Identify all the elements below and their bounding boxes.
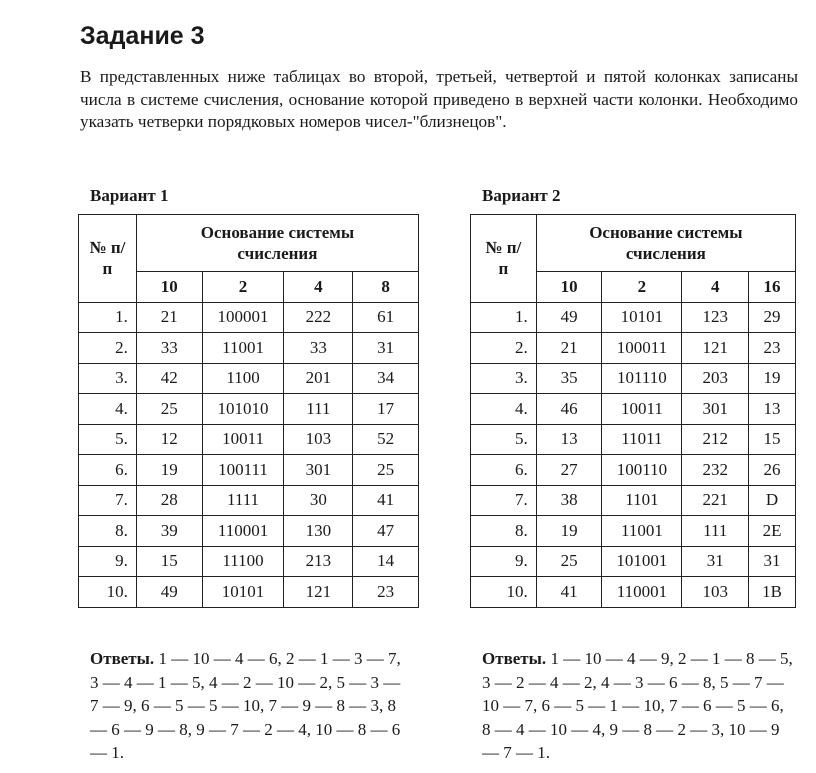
header-base-group: Основание системы счисления bbox=[136, 215, 418, 272]
table-row: 1. 49 10101 123 29 bbox=[471, 302, 796, 333]
variant-1-table bbox=[78, 214, 419, 608]
table-row: 8. 39 110001 130 47 bbox=[79, 516, 419, 547]
table-row: 5. 13 11011 212 15 bbox=[471, 424, 796, 455]
header-base: 10 bbox=[136, 272, 202, 303]
table-row: 4. 46 10011 301 13 bbox=[471, 394, 796, 425]
answers-text: 1 — 10 — 4 — 6, 2 — 1 — 3 — 7, 3 — 4 — 1 — 5, 4 — 2 — 10 — 2, 5 — 3 — 7 — 9, 6 — 5 — 5 — 10, 7 — 9 — 8 — 3, 8 — 6 — 9 — 8, 9 — 7 — 2 — 4, 10 — 8 — 6 — 1. bbox=[90, 649, 401, 762]
header-row-number: № п/п bbox=[471, 215, 537, 303]
table-row: 10. 49 10101 121 23 bbox=[79, 577, 419, 608]
table-row: 1. 21 100001 222 61 bbox=[79, 302, 419, 333]
table-row: 3. 42 1100 201 34 bbox=[79, 363, 419, 394]
variant-2-answers bbox=[482, 647, 794, 765]
header-base: 2 bbox=[602, 272, 682, 303]
table-row: 2. 33 11001 33 31 bbox=[79, 333, 419, 364]
task-description: В представленных ниже таблицах во второй, третьей, четвертой и пятой колонках записаны числа в системе счисления, основание которой приведено в верхней части колонки. Необходимо указать четверки порядковых номеров чисел-"близнецов". bbox=[80, 67, 798, 131]
variant-1-title: Вариант 1 bbox=[90, 186, 169, 205]
table-row: 4. 25 101010 111 17 bbox=[79, 394, 419, 425]
header-base: 10 bbox=[536, 272, 602, 303]
answers-label: Ответы. bbox=[90, 649, 155, 668]
header-base-group: Основание системы счисления bbox=[536, 215, 795, 272]
header-base: 4 bbox=[284, 272, 353, 303]
header-row-number: № п/п bbox=[79, 215, 137, 303]
header-base: 8 bbox=[353, 272, 419, 303]
answers-text: 1 — 10 — 4 — 9, 2 — 1 — 8 — 5, 3 — 2 — 4 — 2, 4 — 3 — 6 — 8, 5 — 7 — 10 — 7, 6 — 5 — 1 — 10, 7 — 6 — 5 — 6, 8 — 4 — 10 — 4, 9 — 8 — 2 — 3, 10 — 9 — 7 — 1. bbox=[482, 649, 793, 762]
table-row: 2. 21 100011 121 23 bbox=[471, 333, 796, 364]
header-base: 16 bbox=[749, 272, 796, 303]
table-row: 7. 28 1111 30 41 bbox=[79, 485, 419, 516]
header-base: 4 bbox=[682, 272, 749, 303]
table-row: 8. 19 11001 111 2E bbox=[471, 516, 796, 547]
header-base: 2 bbox=[202, 272, 284, 303]
variant-2-table bbox=[470, 214, 796, 608]
table-row: 6. 19 100111 301 25 bbox=[79, 455, 419, 486]
task-title: Задание 3 bbox=[80, 22, 205, 50]
variant-1-answers bbox=[90, 647, 412, 765]
table-row: 3. 35 101110 203 19 bbox=[471, 363, 796, 394]
table-row: 10. 41 110001 103 1B bbox=[471, 577, 796, 608]
answers-label: Ответы. bbox=[482, 649, 547, 668]
table-row: 6. 27 100110 232 26 bbox=[471, 455, 796, 486]
table-row: 7. 38 1101 221 D bbox=[471, 485, 796, 516]
table-row: 5. 12 10011 103 52 bbox=[79, 424, 419, 455]
variant-2-title: Вариант 2 bbox=[482, 186, 561, 205]
table-row: 9. 25 101001 31 31 bbox=[471, 546, 796, 577]
table-row: 9. 15 11100 213 14 bbox=[79, 546, 419, 577]
